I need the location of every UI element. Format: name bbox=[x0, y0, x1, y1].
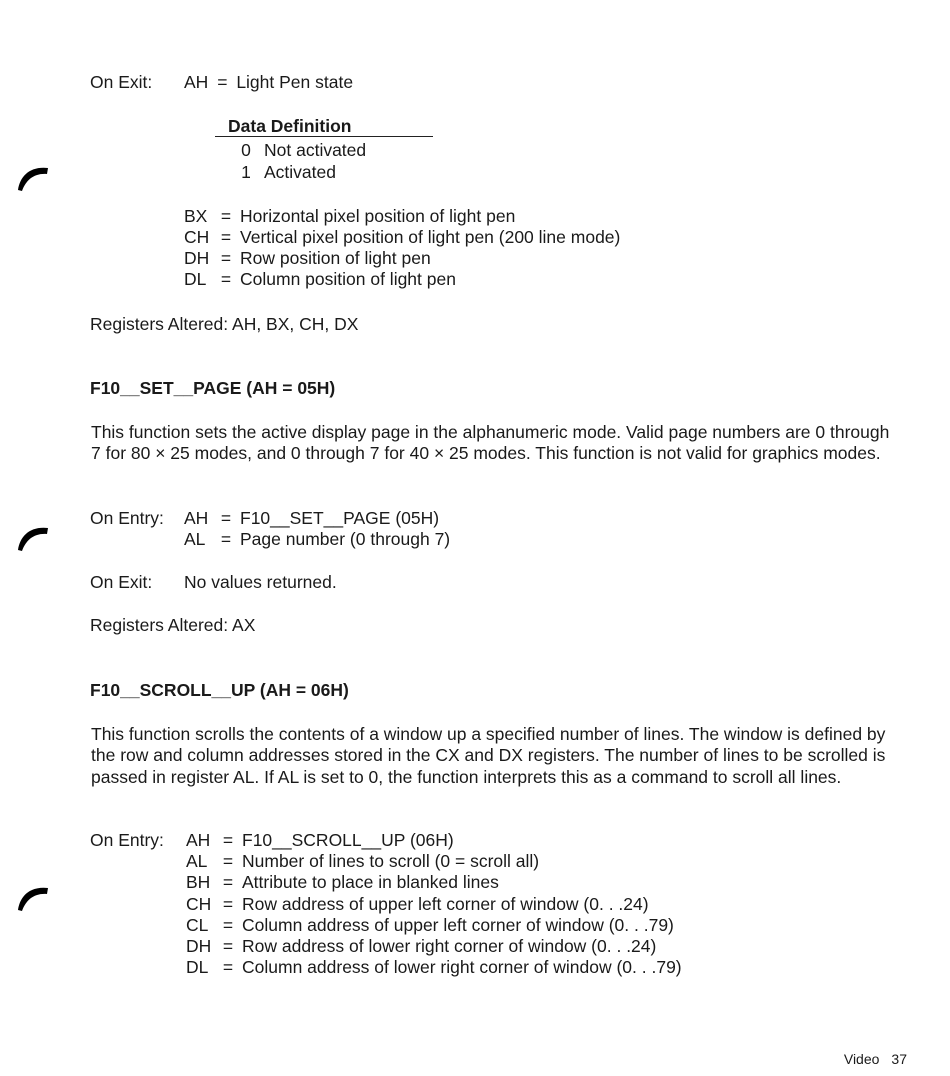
register-name: DH bbox=[186, 936, 212, 956]
register-name: CH bbox=[186, 894, 212, 914]
equals-sign: = bbox=[220, 508, 232, 528]
register-name: BX bbox=[184, 206, 208, 226]
register-name: AL bbox=[184, 529, 206, 549]
register-description: Number of lines to scroll (0 = scroll all) bbox=[242, 851, 540, 871]
data-code: 0 bbox=[241, 140, 251, 160]
equals-sign: = bbox=[222, 830, 234, 850]
register-name: AH bbox=[184, 508, 209, 528]
registers-altered: Registers Altered: AX bbox=[90, 615, 256, 635]
binder-hole-mark bbox=[16, 882, 50, 912]
binder-hole-mark bbox=[16, 162, 50, 192]
register-name: CL bbox=[186, 915, 209, 935]
page-footer bbox=[844, 1051, 907, 1067]
section-heading: F10__SCROLL__UP (AH = 06H) bbox=[90, 680, 349, 700]
register-name: AL bbox=[186, 851, 208, 871]
register-description: Row address of upper left corner of window (0. . .24) bbox=[242, 894, 649, 914]
equals-sign: = bbox=[220, 529, 232, 549]
register-description: Column address of upper left corner of window (0. . .79) bbox=[242, 915, 674, 935]
register-description: Attribute to place in blanked lines bbox=[242, 872, 499, 892]
data-definition: Activated bbox=[264, 162, 336, 182]
section-description: This function sets the active display page in the alphanumeric mode. Valid page numbers are 0 through 7 for 80 × 25 modes, and 0 through 7 for 40 × 25 modes. This function is not valid for graphics modes. bbox=[91, 422, 890, 464]
register-name: AH bbox=[184, 72, 209, 92]
register-description: F10__SCROLL__UP (06H) bbox=[242, 830, 454, 850]
register-row bbox=[184, 269, 456, 290]
register-row bbox=[184, 248, 431, 269]
register-description: Column position of light pen bbox=[240, 269, 456, 289]
register-description: Light Pen state bbox=[236, 72, 354, 92]
page-number: 37 bbox=[891, 1051, 907, 1067]
register-name: DL bbox=[184, 269, 207, 289]
on-entry-label: On Entry: bbox=[90, 830, 164, 850]
equals-sign: = bbox=[222, 915, 234, 935]
section-description: This function scrolls the contents of a window up a specified number of lines. The window is defined by the row and column addresses stored in the CX and DX registers. The number of lines to be scrolled is passed in register AL. If AL is set to 0, the function interprets this as a command to scroll all lines. bbox=[91, 724, 886, 787]
equals-sign: = bbox=[217, 72, 228, 92]
footer-section-name: Video bbox=[843, 1051, 880, 1067]
register-description: Row address of lower right corner of window (0. . .24) bbox=[242, 936, 657, 956]
data-definition-heading: Data Definition bbox=[215, 116, 433, 137]
on-exit-label: On Exit: bbox=[90, 572, 153, 592]
section-heading: F10__SET__PAGE (AH = 05H) bbox=[90, 378, 336, 398]
equals-sign: = bbox=[220, 206, 232, 226]
data-definition-row bbox=[228, 140, 366, 161]
register-name: AH bbox=[186, 830, 211, 850]
equals-sign: = bbox=[222, 851, 234, 871]
equals-sign: = bbox=[220, 269, 232, 289]
equals-sign: = bbox=[222, 936, 234, 956]
register-row bbox=[186, 915, 674, 936]
binder-hole-mark bbox=[16, 522, 50, 552]
register-name: DH bbox=[184, 248, 210, 268]
data-code: 1 bbox=[241, 162, 251, 182]
equals-sign: = bbox=[220, 248, 232, 268]
equals-sign: = bbox=[222, 894, 234, 914]
register-row bbox=[184, 206, 515, 227]
register-description: Vertical pixel position of light pen (200 line mode) bbox=[240, 227, 621, 247]
equals-sign: = bbox=[222, 957, 234, 977]
register-row bbox=[186, 851, 539, 872]
register-row bbox=[186, 894, 649, 915]
equals-sign: = bbox=[222, 872, 234, 892]
register-row bbox=[186, 957, 682, 978]
data-definition-row bbox=[228, 162, 336, 183]
exit-description: No values returned. bbox=[184, 572, 337, 592]
register-row bbox=[184, 529, 450, 550]
equals-sign: = bbox=[220, 227, 232, 247]
exit-register-row bbox=[184, 72, 353, 93]
register-row bbox=[184, 227, 620, 248]
register-description: F10__SET__PAGE (05H) bbox=[240, 508, 440, 528]
register-row bbox=[186, 872, 499, 893]
on-entry-label: On Entry: bbox=[90, 508, 164, 528]
register-name: BH bbox=[186, 872, 211, 892]
register-name: DL bbox=[186, 957, 209, 977]
registers-altered: Registers Altered: AH, BX, CH, DX bbox=[90, 314, 359, 334]
register-description: Column address of lower right corner of window (0. . .79) bbox=[242, 957, 682, 977]
register-row bbox=[186, 936, 656, 957]
register-description: Row position of light pen bbox=[240, 248, 431, 268]
register-description: Horizontal pixel position of light pen bbox=[240, 206, 516, 226]
on-exit-label: On Exit: bbox=[90, 72, 153, 92]
register-description: Page number (0 through 7) bbox=[240, 529, 451, 549]
register-row bbox=[186, 830, 454, 851]
register-name: CH bbox=[184, 227, 210, 247]
data-definition: Not activated bbox=[264, 140, 367, 160]
register-row bbox=[184, 508, 439, 529]
